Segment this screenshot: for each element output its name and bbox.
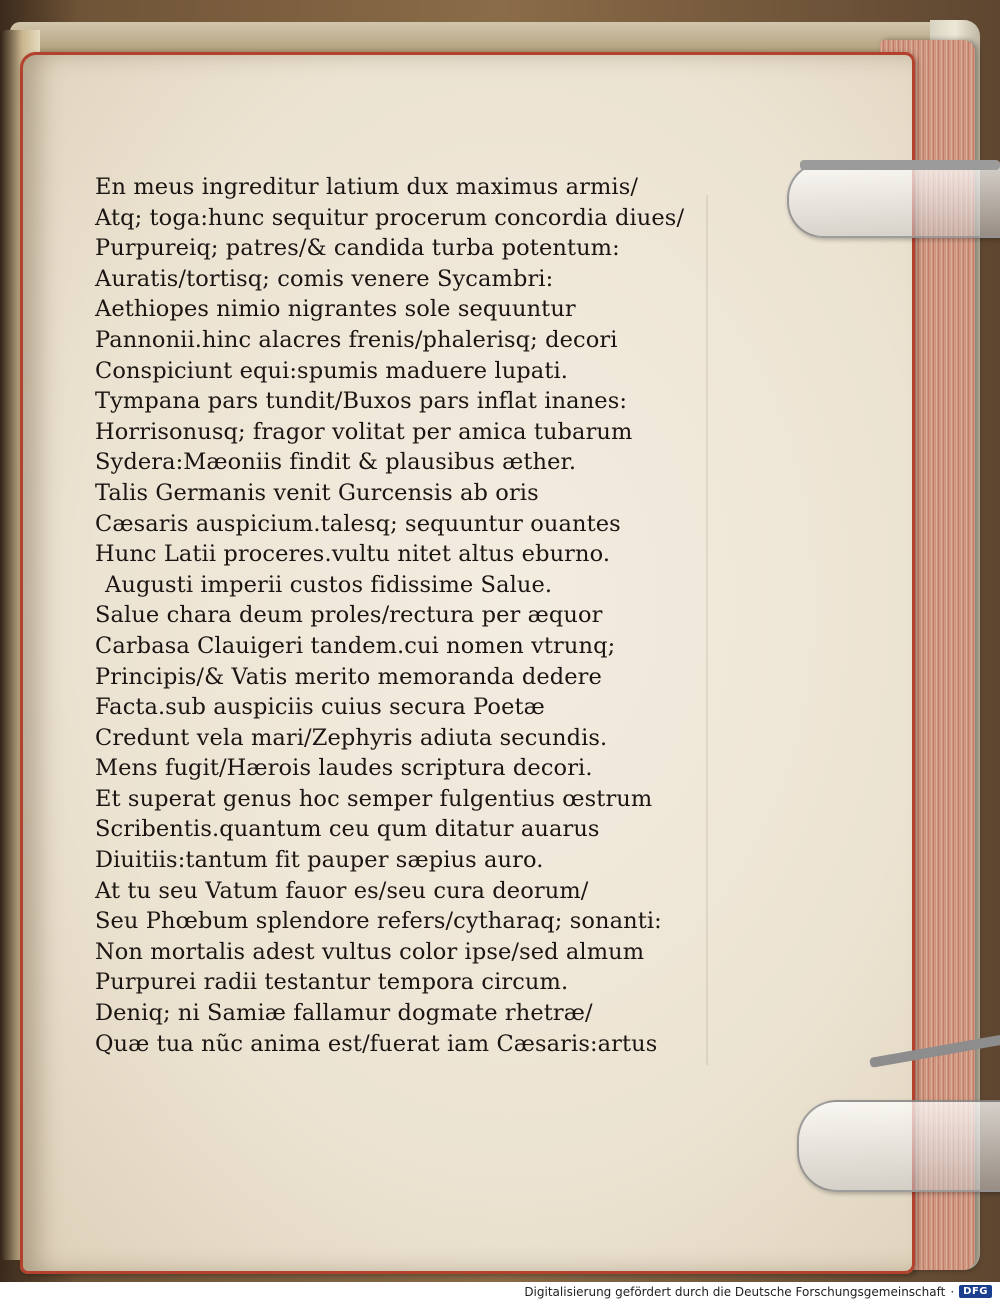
verse-line: Salue chara deum proles/rectura per æquor [95,602,603,629]
funding-credit-bar [0,1282,1000,1301]
verse-line: Credunt vela mari/Zephyris adiuta secundis. [95,724,608,751]
verse-line: Conspiciunt equi:spumis maduere lupati. [95,357,569,384]
verse-line: Deniq; ni Samiæ fallamur dogmate rhetræ/ [95,1000,593,1027]
verse-line: Horrisonusq; fragor volitat per amica tubarum [95,418,633,445]
verse-line: Tympana pars tundit/Buxos pars inflat inanes: [95,388,628,415]
verse-line: Pannonii.hinc alacres frenis/phalerisq; decori [95,326,618,353]
verse-line: At tu seu Vatum fauor es/seu cura deorum/ [95,877,589,904]
verse-line: Carbasa Clauigeri tandem.cui nomen vtrunq; [95,632,616,659]
verse-line: Sydera:Mæoniis findit & plausibus æther. [95,449,577,476]
verse-line: Diuitiis:tantum fit pauper sæpius auro. [95,847,544,874]
page-clip-bottom [797,1100,1000,1192]
verse-line: Scribentis.quantum ceu qum ditatur auarus [95,816,600,843]
verse-line: Hunc Latii proceres.vultu nitet altus eburno. [95,541,611,568]
verse-text-block [95,172,735,1059]
verse-line: Aethiopes nimio nigrantes sole sequuntur [95,296,576,323]
verse-line: Et superat genus hoc semper fulgentius œstrum [95,785,653,812]
page-clip-top [787,162,1000,238]
verse-line: Facta.sub auspiciis cuius secura Poetæ [95,694,545,721]
funding-credit-text: Digitalisierung gefördert durch die Deutsche Forschungsgemeinschaft [524,1284,946,1299]
credit-separator: · [950,1284,955,1299]
clip-bar-top [800,160,1000,170]
verse-line: Seu Phœbum splendore refers/cytharaq; sonanti: [95,908,662,935]
verse-line: Principis/& Vatis merito memoranda dedere [95,663,602,690]
verse-line: En meus ingreditur latium dux maximus armis/ [95,174,639,200]
verse-line: Augusti imperii custos fidissime Salue. [105,571,553,598]
verse-line: Mens fugit/Hærois laudes scriptura decori. [95,755,593,782]
verse-line: Purpurei radii testantur tempora circum. [95,969,569,996]
dfg-logo: DFG [959,1285,992,1298]
verse-line: Cæsaris auspicium.talesq; sequuntur ouantes [95,510,621,537]
verse-line: Quæ tua nũc anima est/fuerat iam Cæsaris:artus [95,1030,658,1057]
verse-line: Non mortalis adest vultus color ipse/sed almum [95,938,645,965]
verse-line: Atq; toga:hunc sequitur procerum concordia diues/ [95,204,685,231]
verse-line: Talis Germanis venit Gurcensis ab oris [95,479,539,506]
verse-line: Purpureiq; patres/& candida turba potentum: [95,235,620,262]
verse-line: Auratis/tortisq; comis venere Sycambri: [95,265,554,292]
